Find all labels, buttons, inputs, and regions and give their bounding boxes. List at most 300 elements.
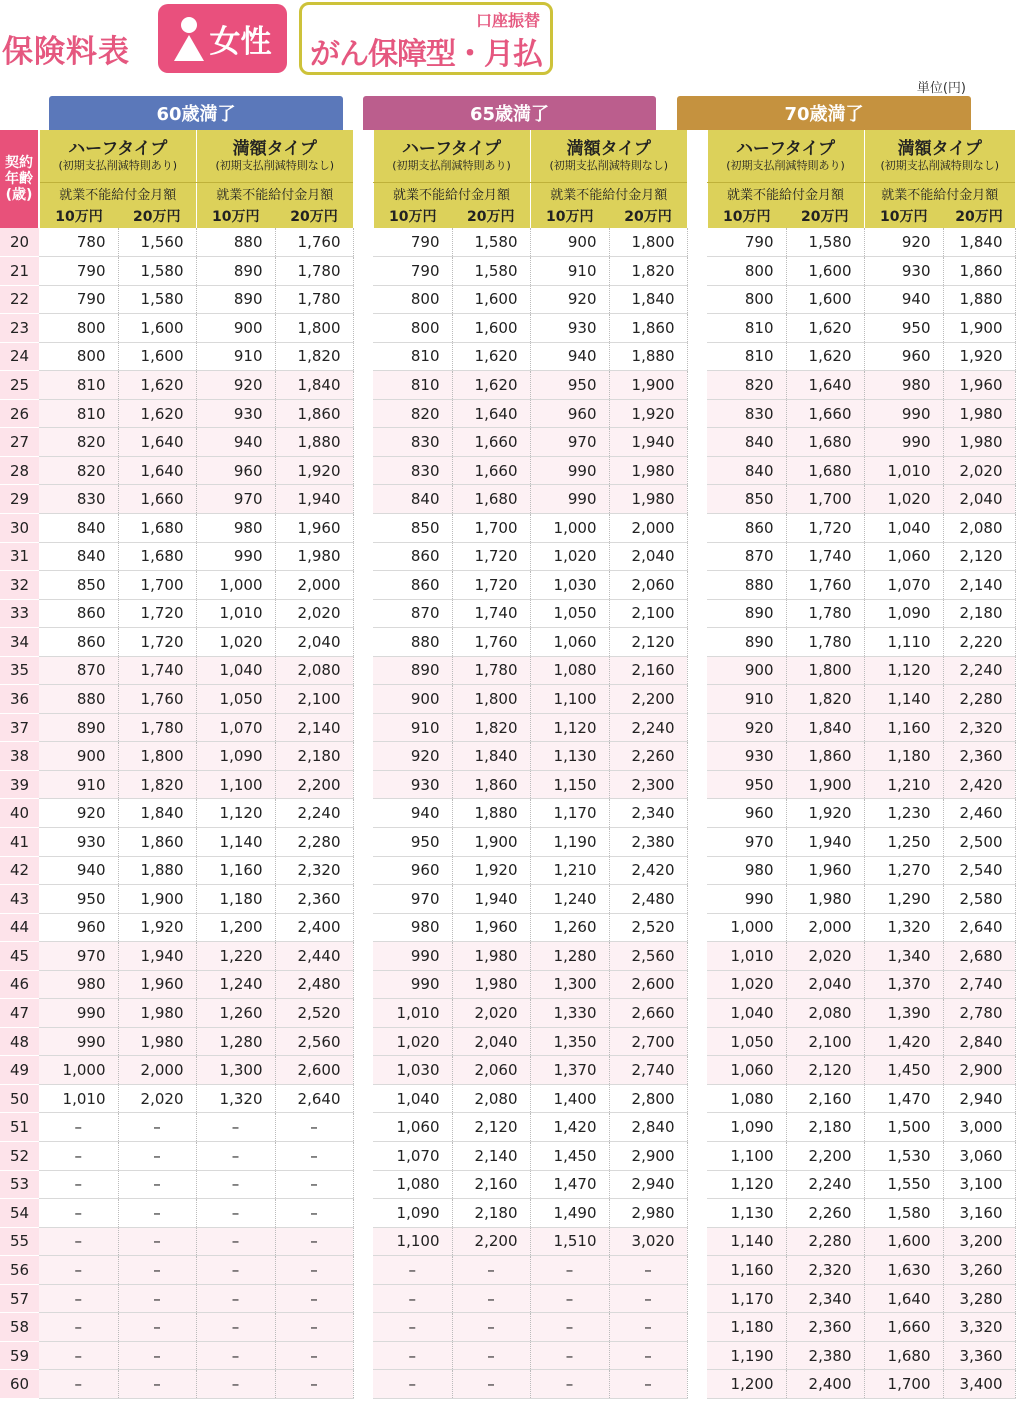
premium-cell: 1,550 <box>864 1170 943 1199</box>
age-cell: 25 <box>0 371 39 400</box>
age-cell: 57 <box>0 1284 39 1313</box>
premium-cell: 1,920 <box>943 342 1015 371</box>
premium-cell: 2,360 <box>786 1313 864 1342</box>
premium-cell: 1,660 <box>452 456 530 485</box>
premium-cell: 2,500 <box>943 827 1015 856</box>
premium-cell: 1,060 <box>373 1113 452 1142</box>
premium-cell: 2,200 <box>275 770 353 799</box>
table-row <box>0 942 1015 971</box>
age-cell: 32 <box>0 571 39 600</box>
premium-cell: 1,680 <box>452 485 530 514</box>
premium-cell: 1,800 <box>452 685 530 714</box>
premium-cell: 2,140 <box>943 571 1015 600</box>
premium-cell: – <box>118 1370 196 1399</box>
premium-cell: – <box>373 1341 452 1370</box>
premium-cell: 2,360 <box>943 742 1015 771</box>
premium-cell: 1,010 <box>39 1084 118 1113</box>
premium-cell: 2,120 <box>452 1113 530 1142</box>
table-row <box>0 1341 1015 1370</box>
premium-cell: 880 <box>196 228 275 257</box>
age-cell: 49 <box>0 1056 39 1085</box>
premium-cell: – <box>118 1227 196 1256</box>
premium-cell: 830 <box>39 485 118 514</box>
premium-cell: 1,120 <box>707 1170 786 1199</box>
premium-cell: 1,060 <box>864 542 943 571</box>
premium-cell: 2,120 <box>943 542 1015 571</box>
premium-cell: 1,080 <box>530 656 609 685</box>
premium-cell: 3,000 <box>943 1113 1015 1142</box>
premium-cell: – <box>196 1284 275 1313</box>
age-cell: 42 <box>0 856 39 885</box>
premium-cell: 2,980 <box>609 1199 687 1228</box>
premium-cell: 2,000 <box>118 1056 196 1085</box>
premium-cell: 800 <box>373 314 452 343</box>
table-row <box>0 827 1015 856</box>
premium-cell: 1,140 <box>196 827 275 856</box>
premium-cell: 1,960 <box>943 371 1015 400</box>
premium-cell: 2,340 <box>609 799 687 828</box>
premium-cell: – <box>275 1313 353 1342</box>
premium-cell: 1,680 <box>786 456 864 485</box>
premium-cell: 1,860 <box>118 827 196 856</box>
age-cell: 48 <box>0 1027 39 1056</box>
premium-cell: 1,720 <box>786 513 864 542</box>
table-row <box>0 342 1015 371</box>
premium-cell: 1,260 <box>196 999 275 1028</box>
premium-cell: 1,780 <box>275 257 353 286</box>
unit-label: 単位(円) <box>916 81 966 96</box>
premium-cell: 1,200 <box>196 913 275 942</box>
premium-cell: 2,000 <box>609 513 687 542</box>
premium-cell: 1,880 <box>275 428 353 457</box>
premium-cell: 1,040 <box>196 656 275 685</box>
premium-cell: 2,280 <box>786 1227 864 1256</box>
age-cell: 20 <box>0 228 39 257</box>
premium-cell: 2,100 <box>786 1027 864 1056</box>
premium-cell: 3,020 <box>609 1227 687 1256</box>
premium-cell: 1,840 <box>452 742 530 771</box>
premium-cell: 880 <box>39 685 118 714</box>
premium-cell: 880 <box>707 571 786 600</box>
premium-cell: 1,740 <box>452 599 530 628</box>
premium-cell: 800 <box>707 257 786 286</box>
premium-cell: 2,040 <box>943 485 1015 514</box>
premium-cell: 810 <box>39 371 118 400</box>
premium-cell: 970 <box>530 428 609 457</box>
premium-cell: 1,150 <box>530 770 609 799</box>
premium-cell: 940 <box>196 428 275 457</box>
premium-cell: 1,780 <box>452 656 530 685</box>
premium-cell: 890 <box>39 713 118 742</box>
page-title: 保険料表 <box>2 34 130 70</box>
table-row <box>0 599 1015 628</box>
premium-cell: 980 <box>864 371 943 400</box>
premium-cell: 940 <box>530 342 609 371</box>
premium-cell: 1,820 <box>275 342 353 371</box>
premium-cell: 2,900 <box>943 1056 1015 1085</box>
premium-cell: 1,010 <box>707 942 786 971</box>
premium-cell: 2,740 <box>943 970 1015 999</box>
premium-cell: 990 <box>530 456 609 485</box>
premium-cell: 2,780 <box>943 999 1015 1028</box>
premium-cell: – <box>452 1313 530 1342</box>
premium-cell: 1,840 <box>786 713 864 742</box>
premium-cell: 1,530 <box>864 1142 943 1171</box>
premium-cell: 2,260 <box>609 742 687 771</box>
premium-cell: 2,020 <box>452 999 530 1028</box>
premium-cell: 900 <box>39 742 118 771</box>
premium-cell: 960 <box>864 342 943 371</box>
table-row <box>0 999 1015 1028</box>
premium-cell: 3,100 <box>943 1170 1015 1199</box>
premium-cell: 1,880 <box>118 856 196 885</box>
premium-cell: 2,680 <box>943 942 1015 971</box>
premium-cell: 1,120 <box>196 799 275 828</box>
premium-cell: 1,420 <box>530 1113 609 1142</box>
type-header-half-65: ハーフタイプ (初期支払削減特則あり) <box>373 130 530 182</box>
premium-cell: 910 <box>707 685 786 714</box>
premium-cell: 1,920 <box>452 856 530 885</box>
premium-cell: – <box>275 1227 353 1256</box>
premium-cell: 1,030 <box>373 1056 452 1085</box>
premium-cell: 920 <box>530 285 609 314</box>
premium-cell: 810 <box>373 371 452 400</box>
premium-cell: 800 <box>707 285 786 314</box>
premium-cell: 950 <box>864 314 943 343</box>
premium-cell: 1,050 <box>707 1027 786 1056</box>
premium-cell: – <box>452 1284 530 1313</box>
premium-cell: 1,740 <box>786 542 864 571</box>
premium-cell: 980 <box>39 970 118 999</box>
premium-cell: 1,620 <box>452 371 530 400</box>
premium-cell: 1,680 <box>118 513 196 542</box>
premium-cell: 1,020 <box>530 542 609 571</box>
premium-cell: 1,500 <box>864 1113 943 1142</box>
benefit-header-half-70: 就業不能給付金月額 <box>707 182 864 204</box>
premium-cell: – <box>275 1370 353 1399</box>
premium-cell: – <box>530 1370 609 1399</box>
premium-cell: 2,100 <box>609 599 687 628</box>
premium-cell: 2,280 <box>275 827 353 856</box>
premium-cell: – <box>452 1256 530 1285</box>
premium-cell: 2,320 <box>786 1256 864 1285</box>
premium-cell: 1,140 <box>864 685 943 714</box>
premium-cell: 1,960 <box>275 513 353 542</box>
premium-cell: 900 <box>373 685 452 714</box>
premium-cell: 840 <box>707 428 786 457</box>
premium-cell: 2,200 <box>452 1227 530 1256</box>
table-row <box>0 314 1015 343</box>
female-person-icon <box>174 17 204 61</box>
premium-cell: 970 <box>196 485 275 514</box>
premium-cell: 1,840 <box>609 285 687 314</box>
premium-cell: 920 <box>864 228 943 257</box>
table-row <box>0 428 1015 457</box>
premium-cell: 830 <box>373 456 452 485</box>
premium-cell: 1,390 <box>864 999 943 1028</box>
premium-cell: 2,560 <box>275 1027 353 1056</box>
premium-cell: 2,140 <box>452 1142 530 1171</box>
premium-cell: – <box>275 1256 353 1285</box>
age-cell: 39 <box>0 770 39 799</box>
premium-cell: 2,120 <box>786 1056 864 1085</box>
premium-cell: – <box>196 1227 275 1256</box>
premium-cell: 920 <box>373 742 452 771</box>
premium-cell: 2,240 <box>943 656 1015 685</box>
premium-cell: 2,700 <box>609 1027 687 1056</box>
premium-cell: – <box>373 1370 452 1399</box>
premium-cell: 1,400 <box>530 1084 609 1113</box>
table-row <box>0 885 1015 914</box>
amount-header-20-full-65: 20万円 <box>609 204 687 228</box>
premium-cell: 1,090 <box>373 1199 452 1228</box>
premium-cell: 1,000 <box>707 913 786 942</box>
premium-cell: 900 <box>707 656 786 685</box>
premium-cell: 890 <box>373 656 452 685</box>
table-row <box>0 1142 1015 1171</box>
premium-cell: 2,840 <box>609 1113 687 1142</box>
premium-cell: 1,960 <box>118 970 196 999</box>
age-cell: 37 <box>0 713 39 742</box>
premium-cell: 1,740 <box>118 656 196 685</box>
age-cell: 50 <box>0 1084 39 1113</box>
premium-cell: – <box>39 1170 118 1199</box>
amount-header-10-full-65: 10万円 <box>530 204 609 228</box>
premium-cell: 2,260 <box>786 1199 864 1228</box>
gender-badge <box>158 4 287 73</box>
premium-cell: 1,340 <box>864 942 943 971</box>
premium-cell: 1,140 <box>707 1227 786 1256</box>
premium-cell: 1,680 <box>864 1341 943 1370</box>
premium-cell: – <box>196 1341 275 1370</box>
premium-cell: 2,080 <box>452 1084 530 1113</box>
premium-cell: 990 <box>864 428 943 457</box>
premium-cell: 1,980 <box>118 1027 196 1056</box>
age-cell: 36 <box>0 685 39 714</box>
premium-cell: 2,220 <box>943 628 1015 657</box>
premium-cell: 1,620 <box>786 314 864 343</box>
premium-cell: 3,060 <box>943 1142 1015 1171</box>
premium-cell: 1,700 <box>452 513 530 542</box>
premium-cell: 2,040 <box>452 1027 530 1056</box>
premium-cell: – <box>530 1284 609 1313</box>
age-cell: 33 <box>0 599 39 628</box>
premium-cell: 2,020 <box>786 942 864 971</box>
premium-cell: 990 <box>39 1027 118 1056</box>
premium-cell: – <box>373 1284 452 1313</box>
benefit-header-full-70: 就業不能給付金月額 <box>864 182 1015 204</box>
age-cell: 54 <box>0 1199 39 1228</box>
premium-cell: 1,860 <box>452 770 530 799</box>
premium-cell: 980 <box>707 856 786 885</box>
age-cell: 43 <box>0 885 39 914</box>
premium-cell: 910 <box>373 713 452 742</box>
premium-cell: 2,020 <box>118 1084 196 1113</box>
premium-cell: – <box>196 1256 275 1285</box>
premium-cell: 1,630 <box>864 1256 943 1285</box>
type-header-full-65: 満額タイプ (初期支払削減特則なし) <box>530 130 687 182</box>
premium-cell: 930 <box>39 827 118 856</box>
premium-cell: 3,200 <box>943 1227 1015 1256</box>
premium-cell: – <box>275 1142 353 1171</box>
premium-cell: 1,620 <box>786 342 864 371</box>
table-row <box>0 257 1015 286</box>
premium-cell: 2,080 <box>275 656 353 685</box>
premium-cell: 2,280 <box>943 685 1015 714</box>
premium-cell: 1,100 <box>530 685 609 714</box>
age-cell: 56 <box>0 1256 39 1285</box>
premium-cell: 1,490 <box>530 1199 609 1228</box>
premium-cell: 1,180 <box>864 742 943 771</box>
table-row <box>0 685 1015 714</box>
age-cell: 23 <box>0 314 39 343</box>
premium-cell: 1,680 <box>118 542 196 571</box>
premium-cell: 1,210 <box>864 770 943 799</box>
premium-cell: 960 <box>196 456 275 485</box>
table-row <box>0 228 1015 257</box>
premium-cell: – <box>39 1370 118 1399</box>
premium-cell: – <box>196 1142 275 1171</box>
premium-cell: 840 <box>39 542 118 571</box>
premium-cell: 960 <box>373 856 452 885</box>
premium-cell: 1,090 <box>864 599 943 628</box>
premium-cell: 1,230 <box>864 799 943 828</box>
premium-cell: 1,450 <box>864 1056 943 1085</box>
premium-cell: 1,980 <box>118 999 196 1028</box>
premium-cell: 1,920 <box>786 799 864 828</box>
premium-cell: 1,720 <box>452 542 530 571</box>
premium-cell: 2,000 <box>786 913 864 942</box>
premium-cell: 1,040 <box>373 1084 452 1113</box>
premium-cell: 1,200 <box>707 1370 786 1399</box>
premium-cell: 860 <box>373 542 452 571</box>
premium-cell: 1,090 <box>707 1113 786 1142</box>
premium-cell: 820 <box>39 428 118 457</box>
table-row <box>0 1227 1015 1256</box>
age-cell: 53 <box>0 1170 39 1199</box>
premium-cell: 2,180 <box>943 599 1015 628</box>
age-cell: 26 <box>0 399 39 428</box>
table-row <box>0 371 1015 400</box>
premium-cell: 950 <box>530 371 609 400</box>
group-header-65: 65歳満了 <box>363 96 656 130</box>
premium-cell: 1,760 <box>275 228 353 257</box>
premium-cell: 1,900 <box>786 770 864 799</box>
premium-cell: 1,900 <box>118 885 196 914</box>
premium-cell: 2,240 <box>786 1170 864 1199</box>
premium-cell: 960 <box>530 399 609 428</box>
premium-cell: 2,120 <box>609 628 687 657</box>
premium-cell: 1,820 <box>786 685 864 714</box>
premium-cell: 1,280 <box>530 942 609 971</box>
premium-cell: – <box>196 1113 275 1142</box>
premium-cell: 1,640 <box>864 1284 943 1313</box>
premium-cell: 1,000 <box>39 1056 118 1085</box>
amount-header-10-full-70: 10万円 <box>864 204 943 228</box>
type-header-full-60: 満額タイプ (初期支払削減特則なし) <box>196 130 353 182</box>
premium-cell: 850 <box>373 513 452 542</box>
premium-cell: 1,900 <box>609 371 687 400</box>
premium-cell: 1,880 <box>452 799 530 828</box>
premium-cell: 870 <box>373 599 452 628</box>
premium-cell: 1,000 <box>196 571 275 600</box>
premium-cell: 810 <box>39 399 118 428</box>
premium-cell: 2,180 <box>786 1113 864 1142</box>
premium-cell: 2,800 <box>609 1084 687 1113</box>
premium-cell: 1,320 <box>864 913 943 942</box>
age-cell: 59 <box>0 1341 39 1370</box>
premium-cell: – <box>452 1341 530 1370</box>
table-row <box>0 1370 1015 1399</box>
premium-cell: 1,920 <box>609 399 687 428</box>
premium-cell: 850 <box>707 485 786 514</box>
premium-cell: 1,780 <box>118 713 196 742</box>
table-row <box>0 1027 1015 1056</box>
age-cell: 47 <box>0 999 39 1028</box>
premium-cell: 870 <box>707 542 786 571</box>
premium-cell: 1,240 <box>196 970 275 999</box>
premium-cell: 2,740 <box>609 1056 687 1085</box>
premium-cell: 1,370 <box>530 1056 609 1085</box>
premium-cell: 1,010 <box>196 599 275 628</box>
premium-cell: 820 <box>373 399 452 428</box>
table-row <box>0 713 1015 742</box>
premium-cell: 2,600 <box>275 1056 353 1085</box>
premium-cell: 1,680 <box>786 428 864 457</box>
amount-header-10-half-60: 10万円 <box>39 204 118 228</box>
table-row <box>0 1256 1015 1285</box>
premium-cell: 2,160 <box>609 656 687 685</box>
premium-cell: 1,060 <box>707 1056 786 1085</box>
premium-cell: 2,660 <box>609 999 687 1028</box>
age-cell: 45 <box>0 942 39 971</box>
premium-cell: 1,780 <box>786 599 864 628</box>
premium-cell: 1,010 <box>373 999 452 1028</box>
premium-cell: 1,100 <box>373 1227 452 1256</box>
premium-cell: 810 <box>707 342 786 371</box>
table-row <box>0 770 1015 799</box>
premium-cell: 1,160 <box>864 713 943 742</box>
premium-cell: 1,660 <box>864 1313 943 1342</box>
premium-cell: – <box>39 1284 118 1313</box>
premium-cell: 920 <box>707 713 786 742</box>
premium-cell: 1,070 <box>196 713 275 742</box>
premium-cell: – <box>118 1142 196 1171</box>
premium-cell: – <box>373 1313 452 1342</box>
premium-cell: 1,270 <box>864 856 943 885</box>
premium-cell: 2,180 <box>275 742 353 771</box>
premium-cell: 2,200 <box>609 685 687 714</box>
premium-cell: 1,600 <box>118 342 196 371</box>
premium-cell: 1,980 <box>609 485 687 514</box>
premium-cell: 2,400 <box>275 913 353 942</box>
premium-cell: 1,420 <box>864 1027 943 1056</box>
premium-cell: – <box>39 1313 118 1342</box>
premium-cell: 1,640 <box>452 399 530 428</box>
table-row <box>0 742 1015 771</box>
premium-cell: 890 <box>196 257 275 286</box>
premium-cell: – <box>118 1170 196 1199</box>
age-cell: 51 <box>0 1113 39 1142</box>
premium-cell: 2,640 <box>275 1084 353 1113</box>
premium-cell: 800 <box>373 285 452 314</box>
premium-cell: 1,020 <box>707 970 786 999</box>
premium-cell: 1,330 <box>530 999 609 1028</box>
premium-cell: 940 <box>39 856 118 885</box>
premium-cell: 2,560 <box>609 942 687 971</box>
benefit-header-half-60: 就業不能給付金月額 <box>39 182 196 204</box>
premium-cell: 1,800 <box>275 314 353 343</box>
